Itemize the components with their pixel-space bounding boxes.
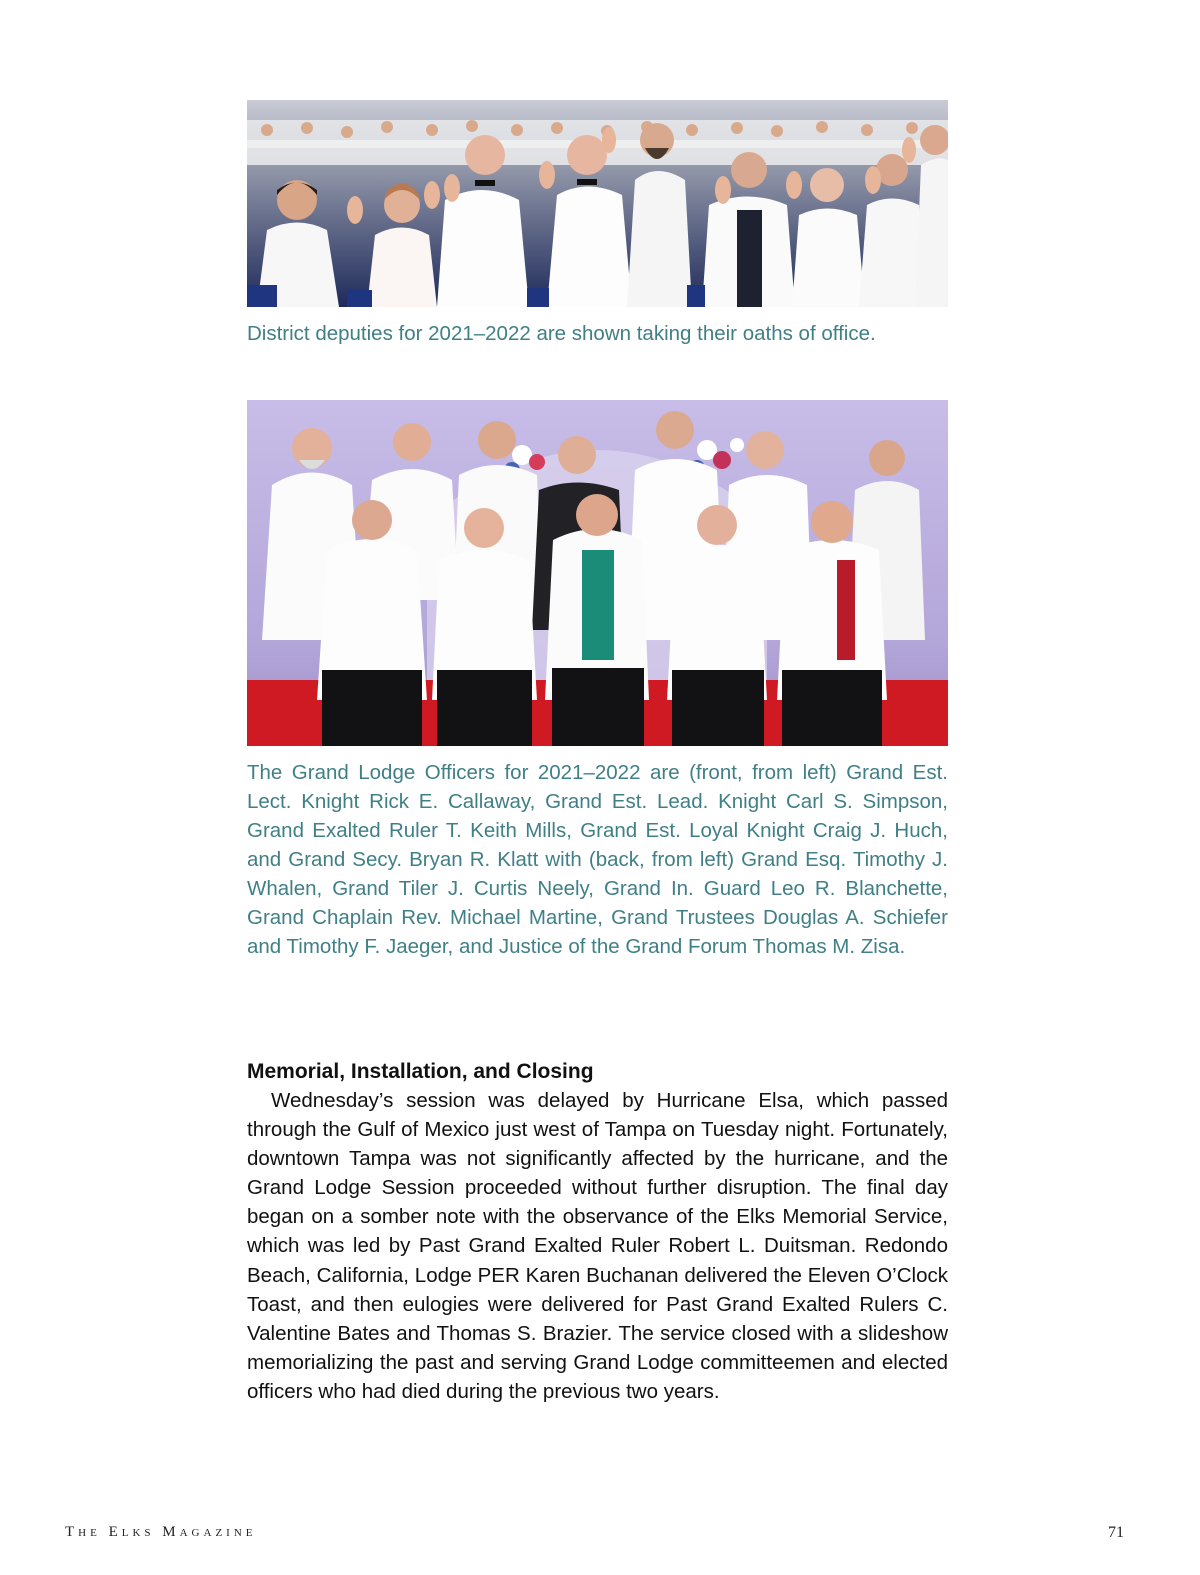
district-deputies-caption: District deputies for 2021–2022 are shown taking their oaths of office. bbox=[247, 322, 876, 345]
grand-lodge-officers-photo bbox=[247, 400, 948, 746]
section-body: Wednesday’s session was delayed by Hurricane Elsa, which passed through the Gulf of Mexico just west of Tampa on Tuesday night. Fortunately, downtown Tampa was not significantly affected by the hurricane, and the Grand Lodge Session proceeded without further disruption. The final day began on a somber note with the observance of the Elks Memorial Service, which was led by Past Grand Exalted Ruler Robert L. Duitsman. Redondo Beach, California, Lodge PER Karen Buchanan delivered the Eleven O’Clock Toast, and then eulogies were delivered for Past Grand Exalted Rulers C. Valentine Bates and Thomas S. Brazier. The service closed with a slideshow memorializing the past and serving Grand Lodge committeemen and elected officers who had died during the previous two years. bbox=[247, 1089, 948, 1403]
section-heading: Memorial, Installation, and Closing bbox=[247, 1060, 594, 1083]
magazine-name: The Elks Magazine bbox=[65, 1524, 257, 1540]
grand-lodge-officers-caption: The Grand Lodge Officers for 2021–2022 are (front, from left) Grand Est. Lect. Knight Rick E. Callaway, Grand Est. Lead. Knight Carl S. Simpson, Grand Exalted Ruler T. Keith Mills, Grand Est. Loyal Knight Craig J. Huch, and Grand Secy. Bryan R. Klatt with (back, from left) Grand Esq. Timothy J. Whalen, Grand Tiler J. Curtis Neely, Grand In. Guard Leo R. Blanchette, Grand Chaplain Rev. Michael Martine, Grand Trustees Douglas A. Schiefer and Timothy F. Jaeger, and Justice of the Grand Forum Thomas M. Zisa. bbox=[247, 761, 948, 958]
district-deputies-photo bbox=[247, 100, 948, 307]
page-number: 71 bbox=[1108, 1524, 1124, 1541]
